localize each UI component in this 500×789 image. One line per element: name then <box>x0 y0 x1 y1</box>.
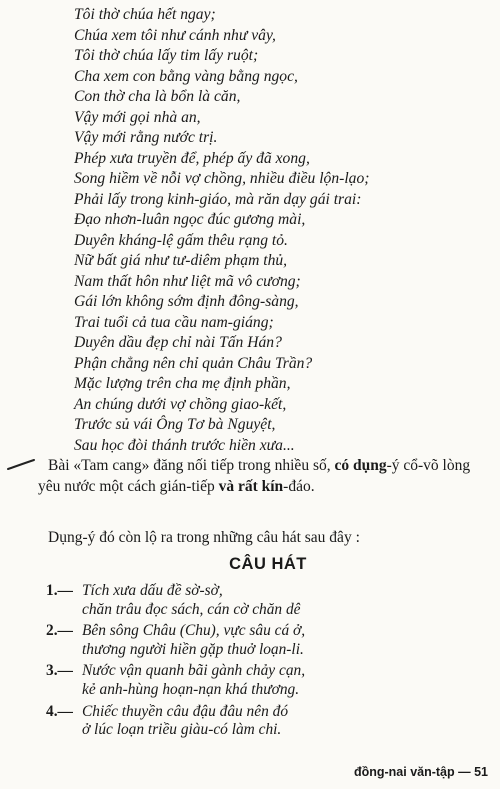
paragraph-bold: có dụng <box>334 457 387 474</box>
song-line-text: Nước vận quanh bãi gành chảy cạn, <box>82 662 306 680</box>
song-line-text: Chiếc thuyền câu đậu đâu nên đó <box>82 702 289 720</box>
poem-line: Cha xem con bằng vàng bằng ngọc, <box>74 67 298 85</box>
song-number: 4.— <box>46 702 73 720</box>
poem-line: Nữ bất giá như tư-diêm phạm thủ, <box>74 252 288 269</box>
song-second-line: ở lúc loạn triều giàu-có làm chi. <box>82 721 282 739</box>
poem-line: Trai tuổi cả tua cầu nam-giáng; <box>74 313 274 331</box>
paragraph-text: -ý cổ-võ lòng yêu nước một cách gián-tiếp <box>38 457 471 495</box>
song-second-line: kẻ anh-hùng hoạn-nạn khá thương. <box>82 680 300 698</box>
paragraph-text: Bài «Tam cang» đăng nối tiếp trong nhiều số, <box>48 457 335 474</box>
song-line-text: Bên sông Châu (Chu), vực sâu cá ở, <box>82 622 306 640</box>
song-item <box>46 582 496 619</box>
song-first-line <box>46 662 496 681</box>
poem-line: Duyên kháng-lệ gấm thêu rạng tỏ. <box>74 231 288 249</box>
poem-line: Con thờ cha là bổn là căn, <box>74 88 241 105</box>
poem-line: Song hiềm về nỗi vợ chồng, nhiều điều lộn-lạo; <box>74 170 370 187</box>
poem-line: Tôi thờ chúa lấy tim lấy ruột; <box>74 47 259 64</box>
song-item <box>46 662 496 699</box>
pen-mark-icon <box>6 458 36 472</box>
song-first-line <box>46 703 496 722</box>
paragraph-bold: và rất kín <box>218 477 284 495</box>
paragraph-intro-songs: Dụng-ý đó còn lộ ra trong những câu hát sau đây : <box>48 529 360 546</box>
song-line-text: Tích xưa dấu đề sờ-sờ, <box>82 582 223 599</box>
poem-line: Phận chẳng nên chỉ quản Châu Trần? <box>74 354 313 372</box>
song-second-line: thương người hiền gặp thuở loạn-li. <box>82 640 304 658</box>
paragraph-text: -đáo. <box>283 477 315 495</box>
song-first-line <box>46 622 496 641</box>
song-second-line: chăn trâu đọc sách, cán cờ chăn dê <box>82 600 301 618</box>
poem-line: Phải lấy trong kinh-giáo, mà răn dạy gái trai: <box>74 190 362 208</box>
poem-line: Nam thất hôn như liệt mã vô cương; <box>74 272 301 290</box>
song-number: 1.— <box>46 582 73 599</box>
poem-line: Vậy mới rằng nước trị. <box>74 129 218 146</box>
poem-block <box>74 5 494 456</box>
section-heading <box>0 555 500 574</box>
paragraph-tam-cang <box>38 456 494 497</box>
poem-line: Mặc lượng trên cha mẹ định phần, <box>74 375 291 392</box>
poem-line: Tôi thờ chúa hết ngay; <box>74 6 216 23</box>
page-footer: đồng-nai văn-tập — 51 <box>353 765 488 779</box>
poem-line: Đạo nhơn-luân ngọc đúc gương mài, <box>74 211 306 228</box>
poem-line: Phép xưa truyền để, phép ấy đã xong, <box>74 149 310 167</box>
song-number: 2.— <box>46 622 73 640</box>
poem-line: Vậy mới gọi nhà an, <box>74 108 201 126</box>
song-item <box>46 703 496 740</box>
poem-line: Chúa xem tôi như cánh như vây, <box>74 26 276 44</box>
poem-line: Sau học đòi thánh trước hiền xưa... <box>74 436 295 454</box>
song-first-line <box>46 582 496 601</box>
poem-line: Duyên dầu đẹp chỉ nài Tấn Hán? <box>74 334 282 351</box>
poem-line: Trước sủ vái Ông Tơ bà Nguyệt, <box>74 416 276 433</box>
heading-text: CÂU HÁT <box>229 555 307 573</box>
song-item <box>46 622 496 659</box>
song-number: 3.— <box>46 662 73 680</box>
poem-line: Gái lớn không sớm định đông-sàng, <box>74 293 299 310</box>
song-list <box>46 582 496 743</box>
poem-line: An chúng dưới vợ chồng giao-kết, <box>74 395 287 413</box>
